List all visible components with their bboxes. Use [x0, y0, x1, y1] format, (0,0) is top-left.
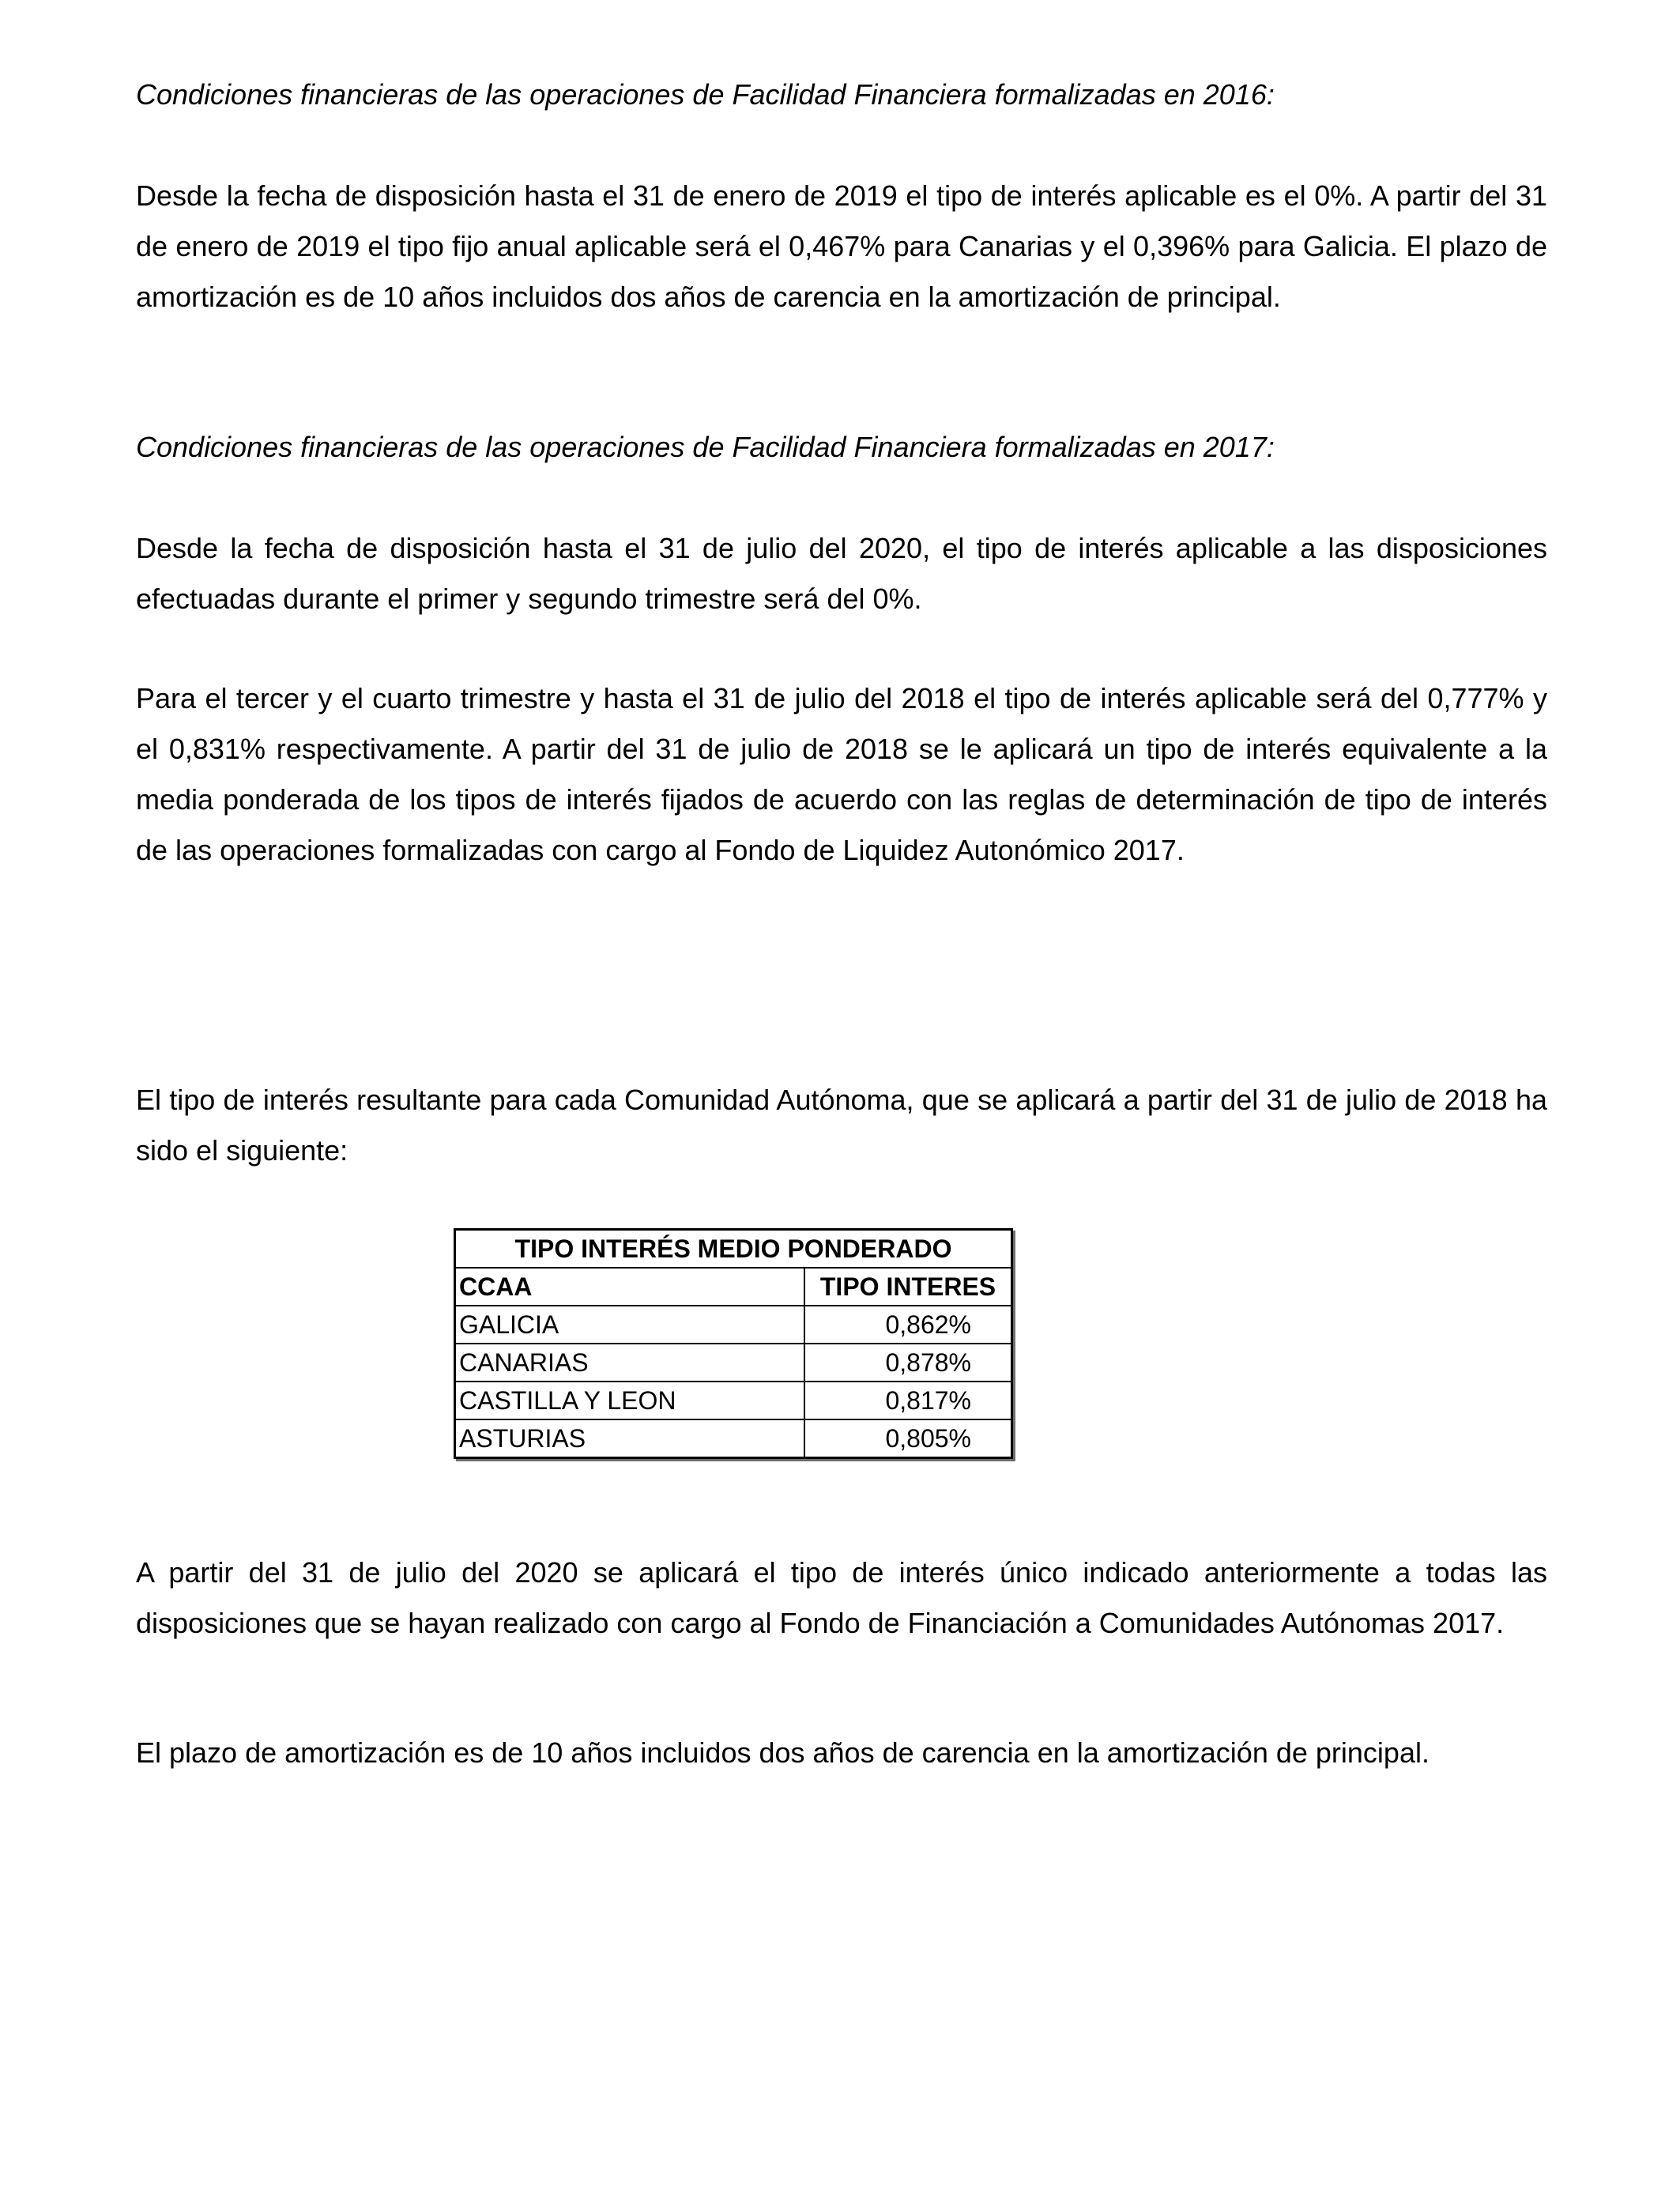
paragraph-amortization-term: El plazo de amortización es de 10 años incluidos dos años de carencia en la amortización de principal.: [136, 1736, 1430, 1769]
table-row: [455, 1382, 1012, 1419]
column-header-ccaa: CCAA: [455, 1268, 805, 1306]
cell-rate: 0,805%: [804, 1419, 1012, 1458]
cell-region: GALICIA: [455, 1306, 805, 1344]
cell-rate: 0,878%: [804, 1344, 1012, 1382]
paragraph-resulting-rate-intro: El tipo de interés resultante para cada Comunidad Autónoma, que se aplicará a partir del 31 de julio de 2018 ha sido el siguiente:: [136, 1084, 1547, 1167]
table-row: [455, 1344, 1012, 1382]
cell-region: ASTURIAS: [455, 1419, 805, 1458]
column-header-rate: TIPO INTERES: [804, 1268, 1012, 1306]
cell-region: CASTILLA Y LEON: [455, 1382, 805, 1419]
table-title-row: [455, 1230, 1012, 1269]
table-row: [455, 1419, 1012, 1458]
table-header-row: [455, 1268, 1012, 1306]
table-row: [455, 1306, 1012, 1344]
cell-region: CANARIAS: [455, 1344, 805, 1382]
cell-rate: 0,817%: [804, 1382, 1012, 1419]
document-page: [136, 0, 1547, 2194]
paragraph-2017-third-fourth-quarter: Para el tercer y el cuarto trimestre y hasta el 31 de julio del 2018 el tipo de interés aplicable será del 0,777% y el 0,831% respectivamente. A partir del 31 de julio de 2018 se le aplicará un tipo de interés equivalente a la media ponderada de los tipos de interés fijados de acuerdo con las reglas de determinación de tipo de interés de las operaciones formalizadas con cargo al Fondo de Liquidez Autonómico 2017.: [136, 682, 1547, 866]
heading-2017: Condiciones financieras de las operaciones de Facilidad Financiera formalizadas en 2017:: [136, 431, 1275, 463]
paragraph-single-rate-2020: A partir del 31 de julio del 2020 se aplicará el tipo de interés único indicado anteriormente a todas las disposiciones que se hayan realizado con cargo al Fondo de Financiación a Comunidades Autónomas 2017.: [136, 1556, 1547, 1639]
paragraph-2017-first-second-quarter: Desde la fecha de disposición hasta el 31 de julio del 2020, el tipo de interés aplicable a las disposiciones efectuadas durante el primer y segundo trimestre será del 0%.: [136, 532, 1547, 615]
table-title: TIPO INTERÉS MEDIO PONDERADO: [455, 1230, 1012, 1269]
paragraph-2016-conditions: Desde la fecha de disposición hasta el 31 de enero de 2019 el tipo de interés aplicable es el 0%. A partir del 31 de enero de 2019 el tipo fijo anual aplicable será el 0,467% para Canarias y el 0,396% para Galicia. El plazo de amortización es de 10 años incluidos dos años de carencia en la amortización de principal.: [136, 179, 1547, 313]
interest-rate-table: [454, 1228, 1013, 1459]
cell-rate: 0,862%: [804, 1306, 1012, 1344]
heading-2016: Condiciones financieras de las operaciones de Facilidad Financiera formalizadas en 2016:: [136, 78, 1275, 111]
